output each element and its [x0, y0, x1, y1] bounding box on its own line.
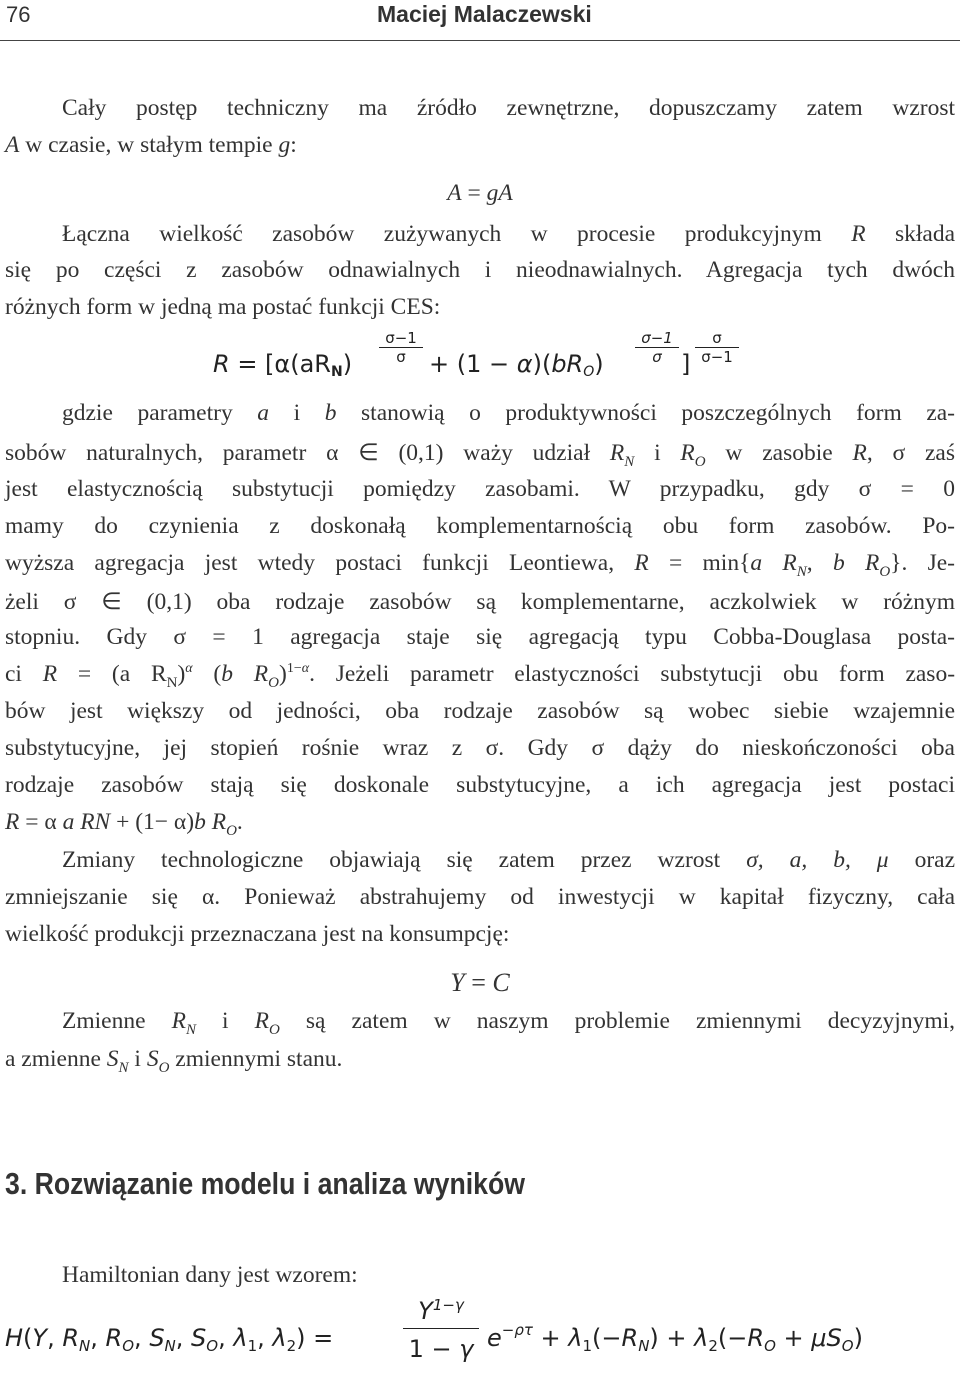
text-line: sobów naturalnych, parametr α ∈ (0,1) waży udział $R_N$ i $R_O$ w zasobie R, σ zaś: [5, 440, 955, 470]
equation-consumption: Y = C: [450, 968, 510, 997]
text-line: wyższa agregacja jest wtedy postaci funkcji Leontiewa, R = min{a $R_N$, b $R_O$}. Je-: [5, 550, 956, 580]
section-heading: 3. Rozwiązanie modelu i analiza wyników: [5, 1166, 526, 1201]
text-line: R = α a RN + (1− α)b $R_O$.: [5, 809, 243, 839]
text-line: Zmienne $R_N$ i $R_O$ są zatem w naszym problemie zmiennymi decyzyjnymi,: [62, 1008, 955, 1038]
text-line: różnych form w jedną ma postać funkcji CES:: [5, 294, 441, 320]
text-line: zmniejszanie się α. Ponieważ abstrahujemy od inwestycji w kapitał fizyczny, cała: [5, 884, 955, 910]
running-header: [0, 0, 960, 41]
text-line: Łączna wielkość zasobów zużywanych w procesie produkcyjnym R składa: [62, 221, 956, 247]
equation-hamiltonian: H(Y, $R_N$, $R_O$, $S_N$, $S_O$, $\lambda_1$, $\lambda_2$) = $Y^{1-\gamma}$ 1 − γ $e^{-\rho\tau} + \lambda_1(-R_N) + \lambda_2(-R_O + \mu S_O)$: [5, 1296, 863, 1363]
text-line: substytucyjne, jej stopień rośnie wraz z σ. Gdy σ dąży do nieskończoności oba: [5, 735, 955, 761]
text-line: rodzaje zasobów stają się doskonale substytucyjne, a ich agregacja jest postaci: [5, 772, 955, 798]
text-line: żeli σ ∈ (0,1) oba rodzaje zasobów są komplementarne, aczkolwiek w różnym: [5, 589, 955, 615]
equation-ces: $R = [\alpha(aR_N)$ σ−1 σ + $(1 - \alpha)(bR_O)$ σ−1 σ ] σ σ−1: [213, 330, 773, 392]
text-line: Hamiltonian dany jest wzorem:: [62, 1262, 358, 1288]
text-line: stopniu. Gdy σ = 1 agregacja staje się agregacją typu Cobba-Douglasa posta-: [5, 624, 955, 650]
text-line: się po części z zasobów odnawialnych i nieodnawialnych. Agregacja tych dwóch: [5, 257, 955, 283]
author-name: Maciej Malaczewski: [377, 1, 592, 27]
text-line: wielkość produkcji przeznaczana jest na konsumpcję:: [5, 921, 510, 947]
text-line: mamy do czynienia z doskonałą komplementarnością obu form zasobów. Po-: [5, 513, 955, 539]
text-line: A w czasie, w stałym tempie g:: [5, 132, 297, 158]
text-line: jest elastycznością substytucji pomiędzy zasobami. W przypadku, gdy σ = 0: [5, 476, 955, 502]
text-line: a zmienne $S_N$ i $S_O$ zmiennymi stanu.: [5, 1046, 343, 1076]
text-line: Cały postęp techniczny ma źródło zewnętrzne, dopuszczamy zatem wzrost: [62, 95, 955, 121]
text-line: Zmiany technologiczne objawiają się zatem przez wzrost σ, a, b, μ oraz: [62, 847, 956, 873]
page-number: 76: [6, 2, 31, 27]
text-line: ci R = (a $R_N)^\alpha$ (b $R_O)^{1-\alpha}$. Jeżeli parametr elastyczności substytucji obu form zaso-: [5, 661, 956, 691]
text-line: gdzie parametry a i b stanowią o produktywności poszczególnych form za-: [62, 400, 956, 426]
text-line: bów jest większy od jedności, oba rodzaje zasobów są wobec siebie wzajemnie: [5, 698, 955, 724]
equation-growth: A = gA: [447, 180, 513, 206]
